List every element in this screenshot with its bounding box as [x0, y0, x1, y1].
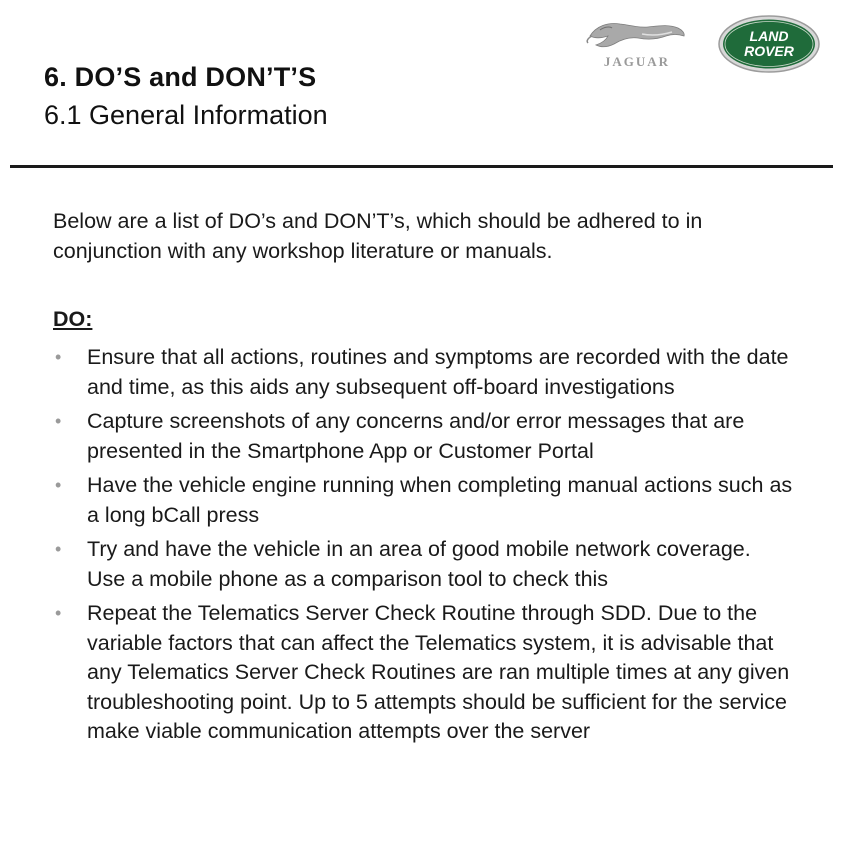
list-item	[53, 407, 793, 466]
land-rover-logo	[717, 14, 821, 74]
list-item-text: Capture screenshots of any concerns and/or error messages that are presented in the Smartphone App or Customer Portal	[87, 409, 745, 463]
page-header	[0, 0, 843, 170]
list-item	[53, 343, 793, 402]
jaguar-leaper-icon	[582, 14, 692, 54]
section-subheading: 6.1 General Information	[44, 100, 328, 130]
land-rover-text-line2: ROVER	[744, 43, 794, 59]
bullet-icon: •	[55, 475, 62, 495]
list-item-text: Repeat the Telematics Server Check Routine through SDD. Due to the variable factors that can affect the Telematics system, it is advisable that any Telematics Server Check Routines are ran multiple times at any given troubleshooting point. Up to 5 attempts should be sufficient for the service make viable communication attempts over the server	[87, 601, 790, 743]
header-divider	[10, 165, 833, 168]
list-item	[53, 471, 793, 530]
list-item-text: Try and have the vehicle in an area of good mobile network coverage. Use a mobile phone as a comparison tool to check this	[87, 537, 751, 591]
list-item	[53, 535, 793, 594]
jaguar-logo	[582, 14, 692, 70]
bullet-icon: •	[55, 411, 62, 431]
list-item	[53, 599, 793, 747]
land-rover-text-line1: LAND	[749, 28, 789, 44]
section-heading: 6. DO’S and DON’T’S	[44, 62, 317, 92]
jaguar-wordmark: JAGUAR	[603, 54, 671, 69]
bullet-icon: •	[55, 539, 62, 559]
do-list	[53, 343, 793, 752]
list-item-text: Ensure that all actions, routines and symptoms are recorded with the date and time, as this aids any subsequent off-board investigations	[87, 345, 789, 399]
do-section-title: DO:	[53, 307, 93, 331]
bullet-icon: •	[55, 347, 62, 367]
list-item-text: Have the vehicle engine running when completing manual actions such as a long bCall press	[87, 473, 793, 527]
bullet-icon: •	[55, 603, 62, 623]
intro-paragraph: Below are a list of DO’s and DON’T’s, which should be adhered to in conjunction with any workshop literature or manuals.	[53, 209, 703, 263]
